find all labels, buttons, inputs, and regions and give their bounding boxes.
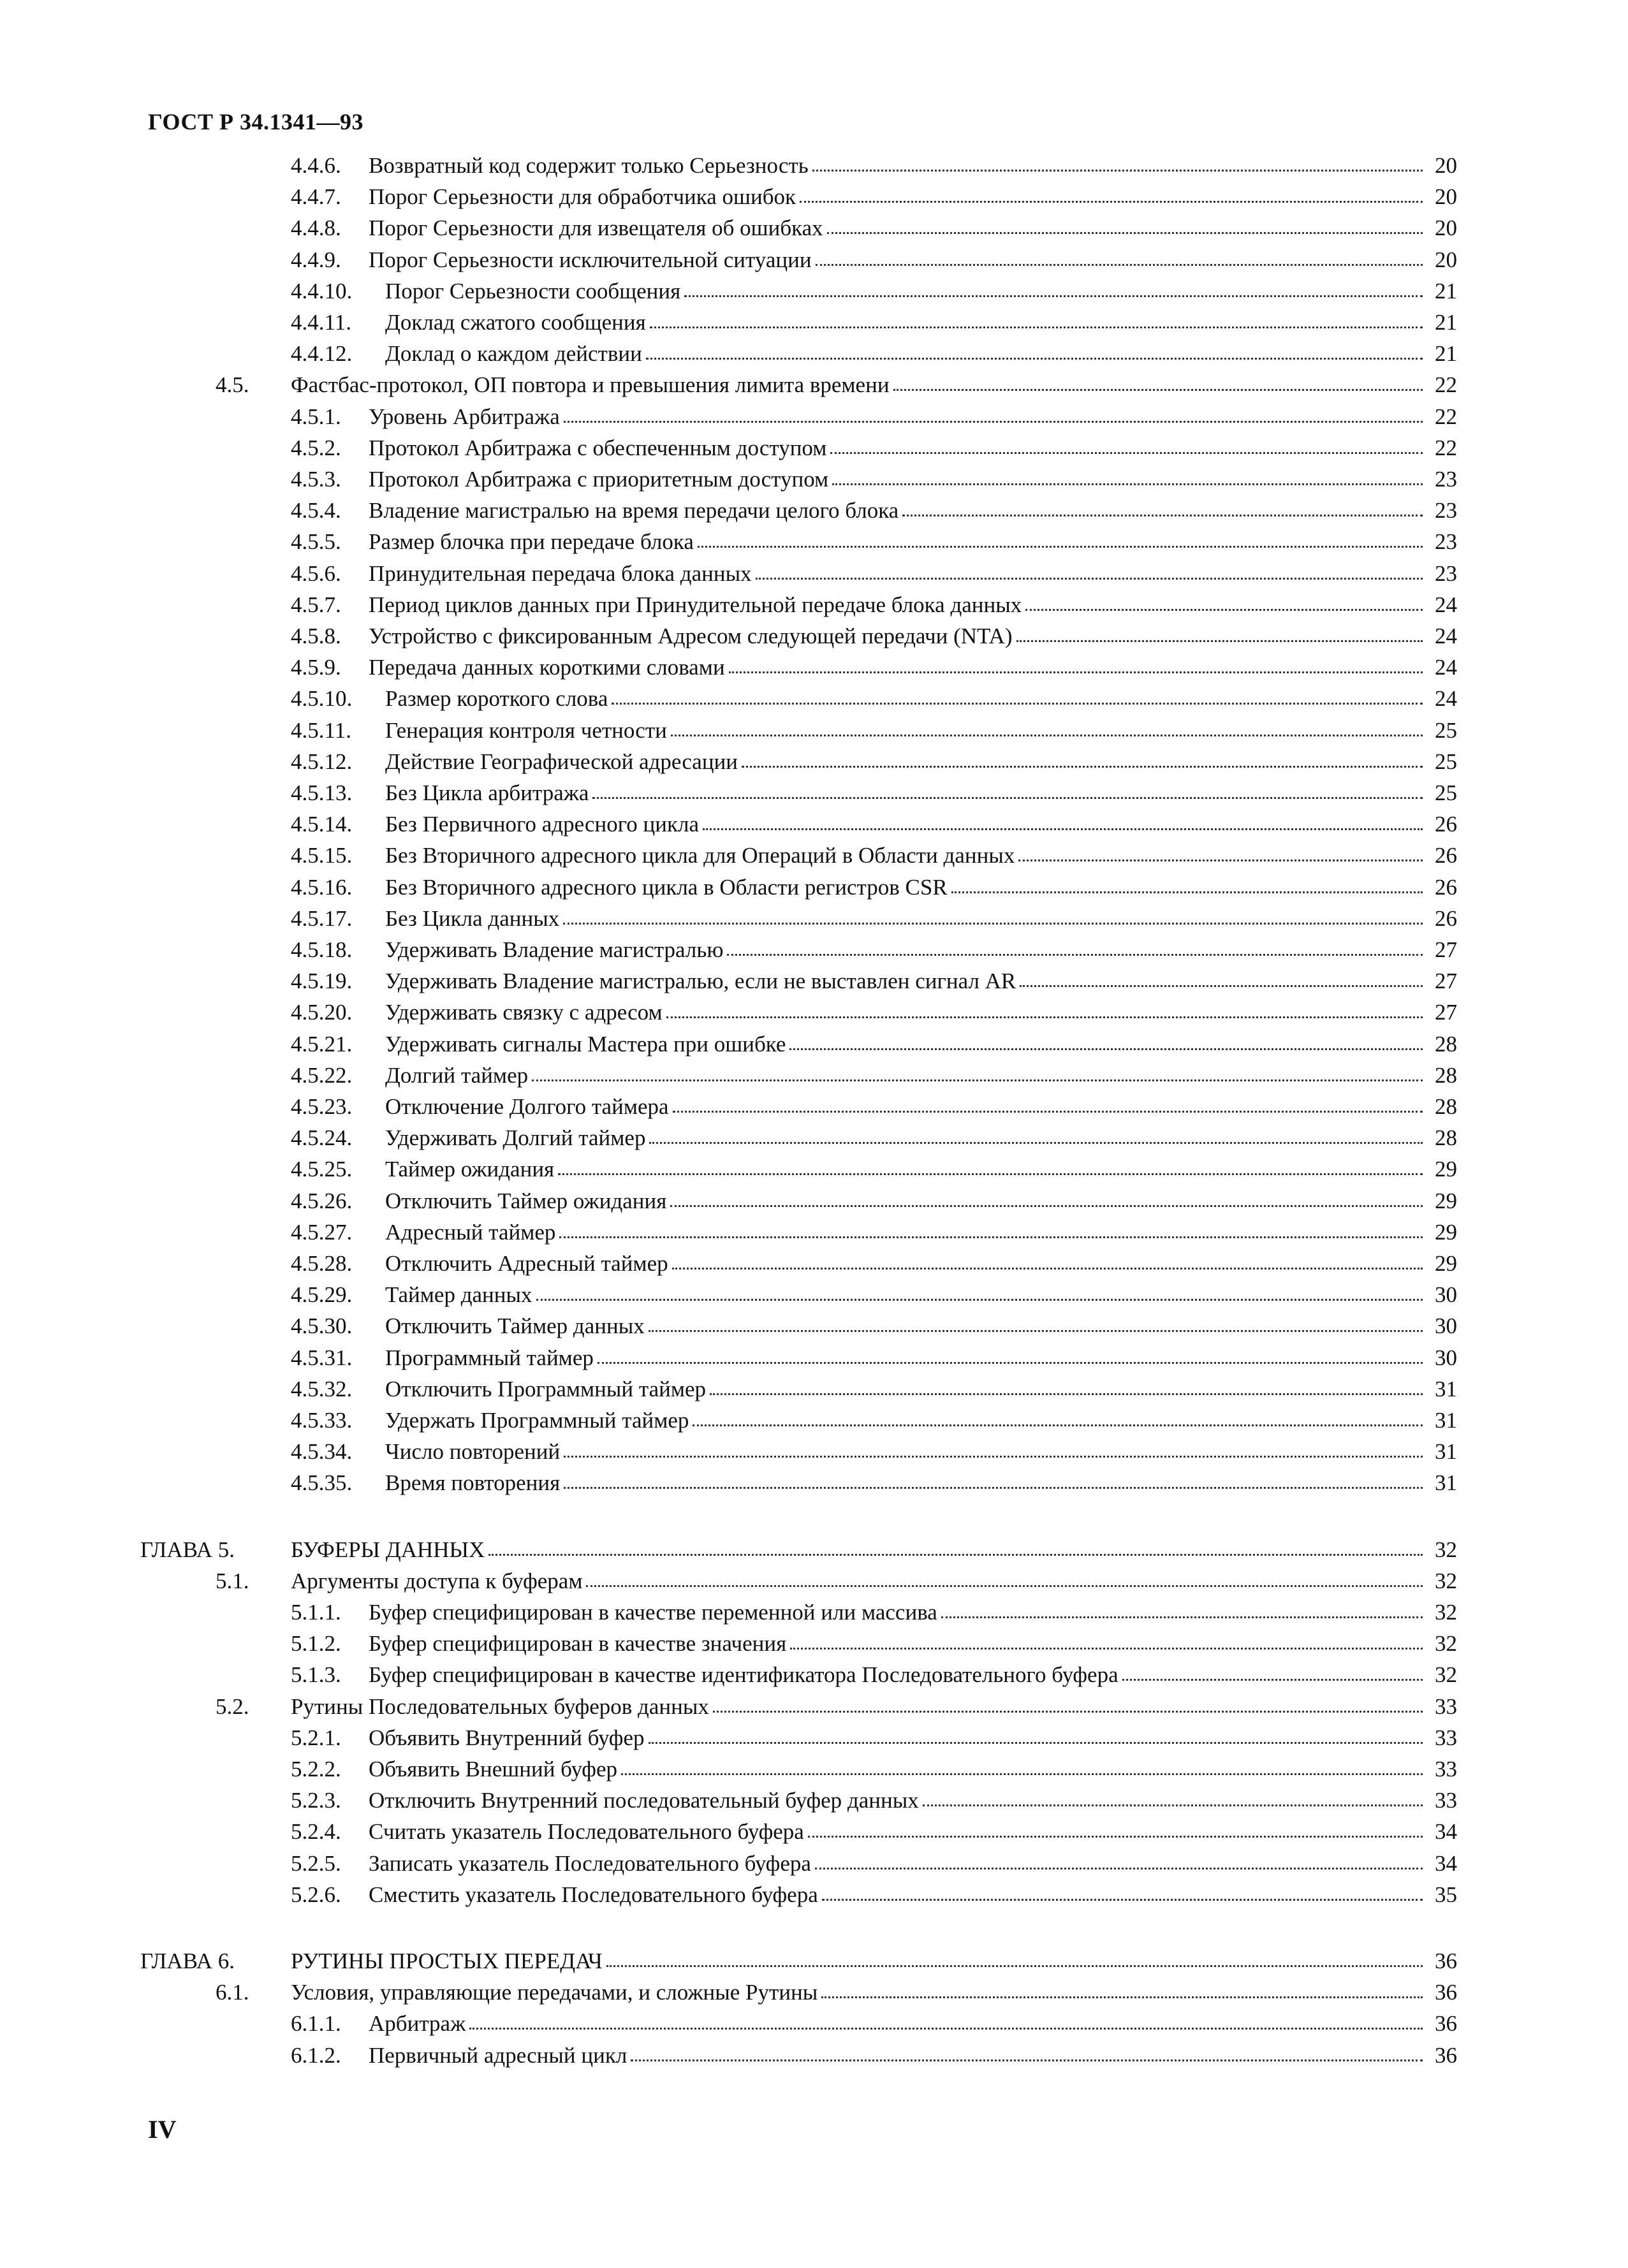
toc-entry-number: 4.5.31. [291,1345,353,1370]
toc-entry-page: 23 [1435,498,1457,523]
dot-leader [1020,967,1423,987]
toc-entry-number: 4.5.22. [291,1063,353,1088]
dot-leader [488,1536,1423,1556]
dot-leader [606,1947,1423,1967]
toc-entry[interactable] [0,967,1628,995]
toc-entry-page: 34 [1435,1819,1457,1844]
dot-leader [800,183,1423,203]
toc-entry-title: БУФЕРЫ ДАННЫХ [291,1537,485,1562]
dot-leader [742,748,1423,768]
toc-entry-page: 24 [1435,592,1457,617]
toc-entry-number: 4.5.8. [291,624,341,648]
dot-leader [673,1093,1423,1113]
toc-entry-page: 31 [1435,1377,1457,1401]
toc-entry[interactable] [0,1375,1628,1403]
toc-entry-number: 4.5.3. [291,467,341,492]
toc-entry[interactable] [0,1312,1628,1340]
page-number: IV [148,2115,177,2144]
toc-entry-title: Протокол Арбитража с обеспеченным доступом [369,435,827,460]
toc-entry[interactable] [0,1947,1628,1975]
toc-entry-number: 4.5.35. [291,1470,353,1495]
dot-leader [631,2042,1423,2061]
toc-entry-number: 4.5.17. [291,906,353,931]
dot-leader [1025,591,1423,611]
toc-entry-page: 27 [1435,937,1457,962]
toc-entry-page: 32 [1435,1631,1457,1656]
toc-entry-page: 31 [1435,1408,1457,1433]
toc-entry-page: 28 [1435,1032,1457,1057]
toc-entry-page: 23 [1435,467,1457,492]
dot-leader [902,497,1423,516]
toc-entry-page: 32 [1435,1600,1457,1625]
toc-entry-title: Порог Серьезности для извещателя об ошибках [369,216,823,240]
toc-entry[interactable] [0,1187,1628,1215]
dot-leader [830,434,1423,454]
toc-entry[interactable] [0,1250,1628,1278]
toc-entry-page: 20 [1435,184,1457,209]
dot-leader [951,874,1423,893]
toc-entry-number: 4.4.12. [291,341,353,366]
toc-entry-title: Записать указатель Последовательного буфера [369,1851,811,1876]
toc-entry[interactable] [0,1630,1628,1658]
dot-leader [564,1438,1423,1458]
toc-entry-title: Удерживать сигналы Мастера при ошибке [385,1032,786,1057]
toc-entry-number: 4.5.21. [291,1032,353,1057]
toc-entry-title: Доклад сжатого сообщения [385,310,646,335]
dot-leader [729,654,1423,673]
toc-entry-title: Отключить Таймер данных [385,1313,645,1338]
toc-entry-number: 5.1.1. [291,1600,341,1625]
dot-leader [586,1567,1423,1587]
document-header: ГОСТ Р 34.1341—93 [148,109,363,135]
toc-entry-page: 28 [1435,1094,1457,1119]
toc-entry-title: Аргументы доступа к буферам [291,1569,583,1593]
toc-entry-title: Без Цикла данных [385,906,560,931]
toc-entry-number: 5.2.6. [291,1882,341,1907]
toc-entry-number: 6.1.2. [291,2043,341,2068]
toc-entry[interactable] [0,717,1628,745]
toc-entry-page: 35 [1435,1882,1457,1907]
toc-entry-title: Размер блочка при передаче блока [369,529,694,554]
dot-leader [469,2010,1423,2030]
toc-entry-page: 29 [1435,1251,1457,1276]
toc-entry[interactable] [0,214,1628,242]
toc-entry-title: Без Первичного адресного цикла [385,812,699,837]
dot-leader [808,1818,1423,1838]
toc-entry-page: 28 [1435,1063,1457,1088]
toc-entry-number: 4.5.2. [291,435,341,460]
toc-entry-number: 4.5.11. [291,718,351,743]
toc-entry-number: 4.5.7. [291,592,341,617]
toc-entry-number: 4.5.1. [291,404,341,429]
toc-entry-number: 5.2. [216,1694,249,1719]
dot-leader [790,1630,1423,1650]
toc-entry-title: Отключить Таймер ожидания [385,1189,667,1213]
toc-entry-page: 24 [1435,655,1457,680]
toc-entry-number: 4.4.8. [291,216,341,240]
dot-leader [646,340,1423,360]
toc-entry-title: Передача данных короткими словами [369,655,725,680]
toc-entry-number: 4.5.23. [291,1094,353,1119]
toc-entry-number: 4.5.19. [291,969,353,993]
toc-entry[interactable] [0,1344,1628,1372]
toc-entry-number: 4.5.4. [291,498,341,523]
dot-leader [649,1312,1423,1332]
toc-entry-title: Условия, управляющие передачами, и сложные Рутины [291,1980,818,2005]
dot-leader [941,1599,1423,1618]
toc-entry[interactable] [0,2042,1628,2070]
dot-leader [671,717,1423,736]
toc-entry[interactable] [0,528,1628,556]
toc-entry-number: 4.5.20. [291,1000,353,1025]
toc-entry-title: Без Вторичного адресного цикла для Операций в Области данных [385,843,1015,868]
toc-entry[interactable] [0,1755,1628,1783]
toc-entry-title: Принудительная передача блока данных [369,561,752,586]
toc-entry-title: Порог Серьезности сообщения [385,279,681,304]
toc-entry-page: 28 [1435,1125,1457,1150]
toc-entry-title: Фастбас-протокол, ОП повтора и превышения лимита времени [291,372,890,397]
toc-entry[interactable] [0,465,1628,494]
dot-leader [532,1062,1423,1081]
toc-entry-page: 26 [1435,875,1457,900]
toc-entry-number: 4.5.16. [291,875,353,900]
toc-entry-title: Владение магистралью на время передачи целого блока [369,498,899,523]
toc-entry[interactable] [0,1281,1628,1309]
toc-entry-title: Возвратный код содержит только Серьезность [369,153,809,178]
toc-entry-number: 4.4.6. [291,153,341,178]
toc-entry[interactable] [0,152,1628,180]
toc-entry[interactable] [0,810,1628,838]
toc-entry[interactable] [0,936,1628,964]
toc-entry[interactable] [0,1818,1628,1846]
toc-entry-title: Период циклов данных при Принудительной передаче блока данных [369,592,1022,617]
dot-leader [684,277,1423,297]
toc-entry-page: 21 [1435,341,1457,366]
toc-entry[interactable] [0,1881,1628,1909]
toc-entry-number: 4.5.28. [291,1251,353,1276]
dot-leader [670,1187,1423,1207]
toc-entry-title: Уровень Арбитража [369,404,560,429]
toc-entry[interactable] [0,1469,1628,1497]
toc-entry[interactable] [0,905,1628,933]
dot-leader [756,560,1423,580]
toc-entry[interactable] [0,1536,1628,1564]
toc-entry-page: 22 [1435,435,1457,460]
toc-entry[interactable] [0,340,1628,368]
toc-entry[interactable] [0,309,1628,337]
toc-entry-title: Число повторений [385,1439,561,1464]
toc-entry-page: 23 [1435,561,1457,586]
toc-entry-title: Арбитраж [369,2011,466,2036]
toc-entry[interactable] [0,1724,1628,1752]
toc-entry-number: 4.5. [216,372,249,397]
toc-entry-number: 5.2.1. [291,1725,341,1750]
dot-leader [621,1755,1423,1775]
toc-entry-page: 33 [1435,1725,1457,1750]
toc-entry-number: 5.1.3. [291,1662,341,1687]
dot-leader [564,1469,1423,1489]
toc-entry-title: Удерживать Владение магистралью [385,937,724,962]
toc-entry-page: 21 [1435,310,1457,335]
toc-entry-number: 4.5.26. [291,1189,353,1213]
toc-entry-title: Доклад о каждом действии [385,341,642,366]
toc-entry-number: 4.5.18. [291,937,353,962]
toc-entry-page: 36 [1435,2043,1457,2068]
toc-entry-title: Отключение Долгого таймера [385,1094,669,1119]
toc-entry[interactable] [0,1693,1628,1721]
toc-entry[interactable] [0,560,1628,588]
toc-entry-number: 4.4.9. [291,247,341,272]
toc-entry-number: 4.5.10. [291,686,353,711]
toc-entry-page: 32 [1435,1569,1457,1593]
toc-entry-page: 26 [1435,843,1457,868]
toc-entry-title: Таймер данных [385,1282,532,1307]
toc-entry-page: 24 [1435,686,1457,711]
toc-entry-title: Протокол Арбитража с приоритетным доступом [369,467,829,492]
toc-entry[interactable] [0,654,1628,682]
toc-entry[interactable] [0,1599,1628,1627]
toc-entry[interactable] [0,434,1628,462]
toc-entry-title: Таймер ожидания [385,1157,555,1182]
toc-entry-number: 4.5.13. [291,780,353,805]
toc-entry-page: 31 [1435,1470,1457,1495]
toc-entry-number: 4.5.34. [291,1439,353,1464]
toc-entry-number: 4.4.11. [291,310,351,335]
toc-entry-title: Без Цикла арбитража [385,780,589,805]
toc-entry-page: 32 [1435,1662,1457,1687]
toc-entry-page: 20 [1435,216,1457,240]
toc-entry-title: Отключить Внутренний последовательный буфер данных [369,1788,919,1813]
toc-entry[interactable] [0,685,1628,713]
toc-entry-page: 34 [1435,1851,1457,1876]
toc-entry-number: 4.5.29. [291,1282,353,1307]
toc-entry-page: 29 [1435,1220,1457,1245]
toc-entry-number: 5.1. [216,1569,249,1593]
toc-entry-title: Удерживать связку с адресом [385,1000,663,1025]
toc-entry[interactable] [0,842,1628,870]
dot-leader [650,309,1423,328]
toc-entry-page: 26 [1435,906,1457,931]
toc-entry-number: 5.2.4. [291,1819,341,1844]
toc-entry-title: Адресный таймер [385,1220,556,1245]
toc-entry-page: 25 [1435,780,1457,805]
toc-entry-number: 5.2.3. [291,1788,341,1813]
toc-entry-title: Действие Географической адресации [385,749,738,774]
toc-entry-title: Время повторения [385,1470,561,1495]
dot-leader [710,1375,1423,1395]
toc-entry-page: 36 [1435,2011,1457,2036]
dot-leader [789,1030,1423,1050]
toc-entry-number: 4.5.14. [291,812,353,837]
toc-entry[interactable] [0,371,1628,399]
dot-leader [713,1693,1423,1713]
toc-entry[interactable] [0,1218,1628,1247]
toc-entry[interactable] [0,1155,1628,1183]
toc-entry-page: 29 [1435,1189,1457,1213]
dot-leader [923,1787,1423,1806]
dot-leader [563,905,1423,925]
toc-entry-number: 4.5.25. [291,1157,353,1182]
toc-entry-title: Порог Серьезности исключительной ситуации [369,247,812,272]
toc-entry-number: 4.5.32. [291,1377,353,1401]
toc-entry-title: Программный таймер [385,1345,594,1370]
toc-entry[interactable] [0,874,1628,902]
toc-entry-page: 33 [1435,1788,1457,1813]
toc-entry-title: Удерживать Владение магистралью, если не выставлен сигнал AR [385,969,1016,993]
toc-entry-title: Объявить Внешний буфер [369,1757,617,1781]
dot-leader [822,1881,1423,1901]
toc-entry-page: 27 [1435,969,1457,993]
toc-entry-number: 6.1. [216,1980,249,2005]
toc-entry-page: 30 [1435,1345,1457,1370]
toc-entry-title: Удержать Программный таймер [385,1408,689,1433]
toc-entry[interactable] [0,1124,1628,1152]
toc-entry[interactable] [0,748,1628,776]
toc-entry-page: 30 [1435,1313,1457,1338]
dot-leader [559,1218,1423,1238]
toc-entry-number: 5.2.2. [291,1757,341,1781]
dot-leader [727,936,1423,956]
toc-entry-number: 4.5.9. [291,655,341,680]
toc-entry-number: 4.5.6. [291,561,341,586]
toc-entry[interactable] [0,403,1628,431]
dot-leader [666,999,1423,1018]
dot-leader [612,685,1423,705]
toc-entry[interactable] [0,1093,1628,1121]
toc-entry-number: 4.5.12. [291,749,353,774]
toc-entry[interactable] [0,277,1628,305]
toc-entry-page: 25 [1435,749,1457,774]
toc-entry-page: 33 [1435,1694,1457,1719]
toc-entry[interactable] [0,999,1628,1027]
toc-entry-title: РУТИНЫ ПРОСТЫХ ПЕРЕДАЧ [291,1949,603,1973]
dot-leader [1018,842,1423,861]
toc-entry-page: 25 [1435,718,1457,743]
dot-leader [598,1344,1423,1364]
toc-entry-title: Буфер специфицирован в качестве значения [369,1631,787,1656]
dot-leader [703,810,1423,830]
dot-leader [649,1724,1423,1744]
toc-entry-page: 21 [1435,279,1457,304]
toc-entry[interactable] [0,1787,1628,1815]
toc-entry-title: Отключить Программный таймер [385,1377,707,1401]
toc-entry-number: ГЛАВА 5. [140,1537,235,1562]
toc-entry-title: Буфер специфицирован в качестве переменной или массива [369,1600,937,1625]
toc-entry-number: 4.4.7. [291,184,341,209]
toc-entry[interactable] [0,779,1628,807]
toc-entry-page: 30 [1435,1282,1457,1307]
toc-entry-title: Устройство с фиксированным Адресом следующей передачи (NTA) [369,624,1013,648]
toc-entry[interactable] [0,1062,1628,1090]
toc-entry[interactable] [0,1567,1628,1595]
toc-entry-page: 33 [1435,1757,1457,1781]
toc-entry-number: 6.1.1. [291,2011,341,2036]
toc-entry-title: Буфер специфицирован в качестве идентификатора Последовательного буфера [369,1662,1118,1687]
toc-entry-page: 20 [1435,153,1457,178]
dot-leader [1122,1661,1423,1681]
dot-leader [816,246,1423,266]
dot-leader [832,465,1423,485]
toc-entry-number: 4.5.15. [291,843,353,868]
toc-entry-title: Без Вторичного адресного цикла в Области регистров CSR [385,875,948,900]
dot-leader [672,1250,1423,1269]
toc-entry-page: 36 [1435,1949,1457,1973]
toc-entry[interactable] [0,1850,1628,1878]
toc-entry-title: Генерация контроля четности [385,718,667,743]
toc-entry-title: Сместить указатель Последовательного буфера [369,1882,818,1907]
toc-entry[interactable] [0,1438,1628,1466]
toc-entry-page: 22 [1435,372,1457,397]
toc-entry-page: 31 [1435,1439,1457,1464]
toc-entry[interactable] [0,622,1628,650]
toc-entry[interactable] [0,1030,1628,1058]
toc-entry-number: 4.5.5. [291,529,341,554]
toc-entry[interactable] [0,591,1628,619]
toc-entry[interactable] [0,1979,1628,2007]
toc-entry-number: 5.2.5. [291,1851,341,1876]
dot-leader [815,1850,1423,1869]
dot-leader [827,214,1423,234]
dot-leader [564,403,1423,423]
toc-entry[interactable] [0,1661,1628,1689]
toc-entry[interactable] [0,2010,1628,2038]
toc-entry-page: 20 [1435,247,1457,272]
toc-entry[interactable] [0,1407,1628,1435]
dot-leader [1016,622,1423,642]
toc-entry-number: 4.4.10. [291,279,353,304]
toc-entry-page: 24 [1435,624,1457,648]
toc-entry-title: Первичный адресный цикл [369,2043,627,2068]
dot-leader [821,1979,1423,1998]
toc-entry-title: Долгий таймер [385,1063,529,1088]
dot-leader [893,371,1423,391]
toc-entry-page: 22 [1435,404,1457,429]
toc-entry[interactable] [0,497,1628,525]
dot-leader [592,779,1423,799]
toc-entry-page: 32 [1435,1537,1457,1562]
toc-entry[interactable] [0,183,1628,211]
toc-entry-number: 4.5.33. [291,1408,353,1433]
toc-entry-page: 29 [1435,1157,1457,1182]
dot-leader [812,152,1423,172]
toc-entry-title: Порог Серьезности для обработчика ошибок [369,184,796,209]
toc-entry-number: 4.5.30. [291,1313,353,1338]
toc-entry-number: 4.5.27. [291,1220,353,1245]
toc-entry-number: 4.5.24. [291,1125,353,1150]
toc-entry-title: Считать указатель Последовательного буфера [369,1819,804,1844]
dot-leader [693,1407,1423,1426]
dot-leader [649,1124,1423,1144]
toc-entry-title: Отключить Адресный таймер [385,1251,668,1276]
toc-entry[interactable] [0,246,1628,274]
toc-entry-page: 36 [1435,1980,1457,2005]
toc-entry-page: 27 [1435,1000,1457,1025]
toc-entry-number: ГЛАВА 6. [140,1949,235,1973]
toc-entry-title: Объявить Внутренний буфер [369,1725,645,1750]
dot-leader [558,1155,1423,1175]
toc-entry-title: Размер короткого слова [385,686,608,711]
dot-leader [536,1281,1423,1301]
toc-entry-title: Удерживать Долгий таймер [385,1125,646,1150]
dot-leader [698,528,1423,548]
toc-entry-page: 23 [1435,529,1457,554]
toc-entry-number: 5.1.2. [291,1631,341,1656]
toc-entry-title: Рутины Последовательных буферов данных [291,1694,709,1719]
toc-entry-page: 26 [1435,812,1457,837]
